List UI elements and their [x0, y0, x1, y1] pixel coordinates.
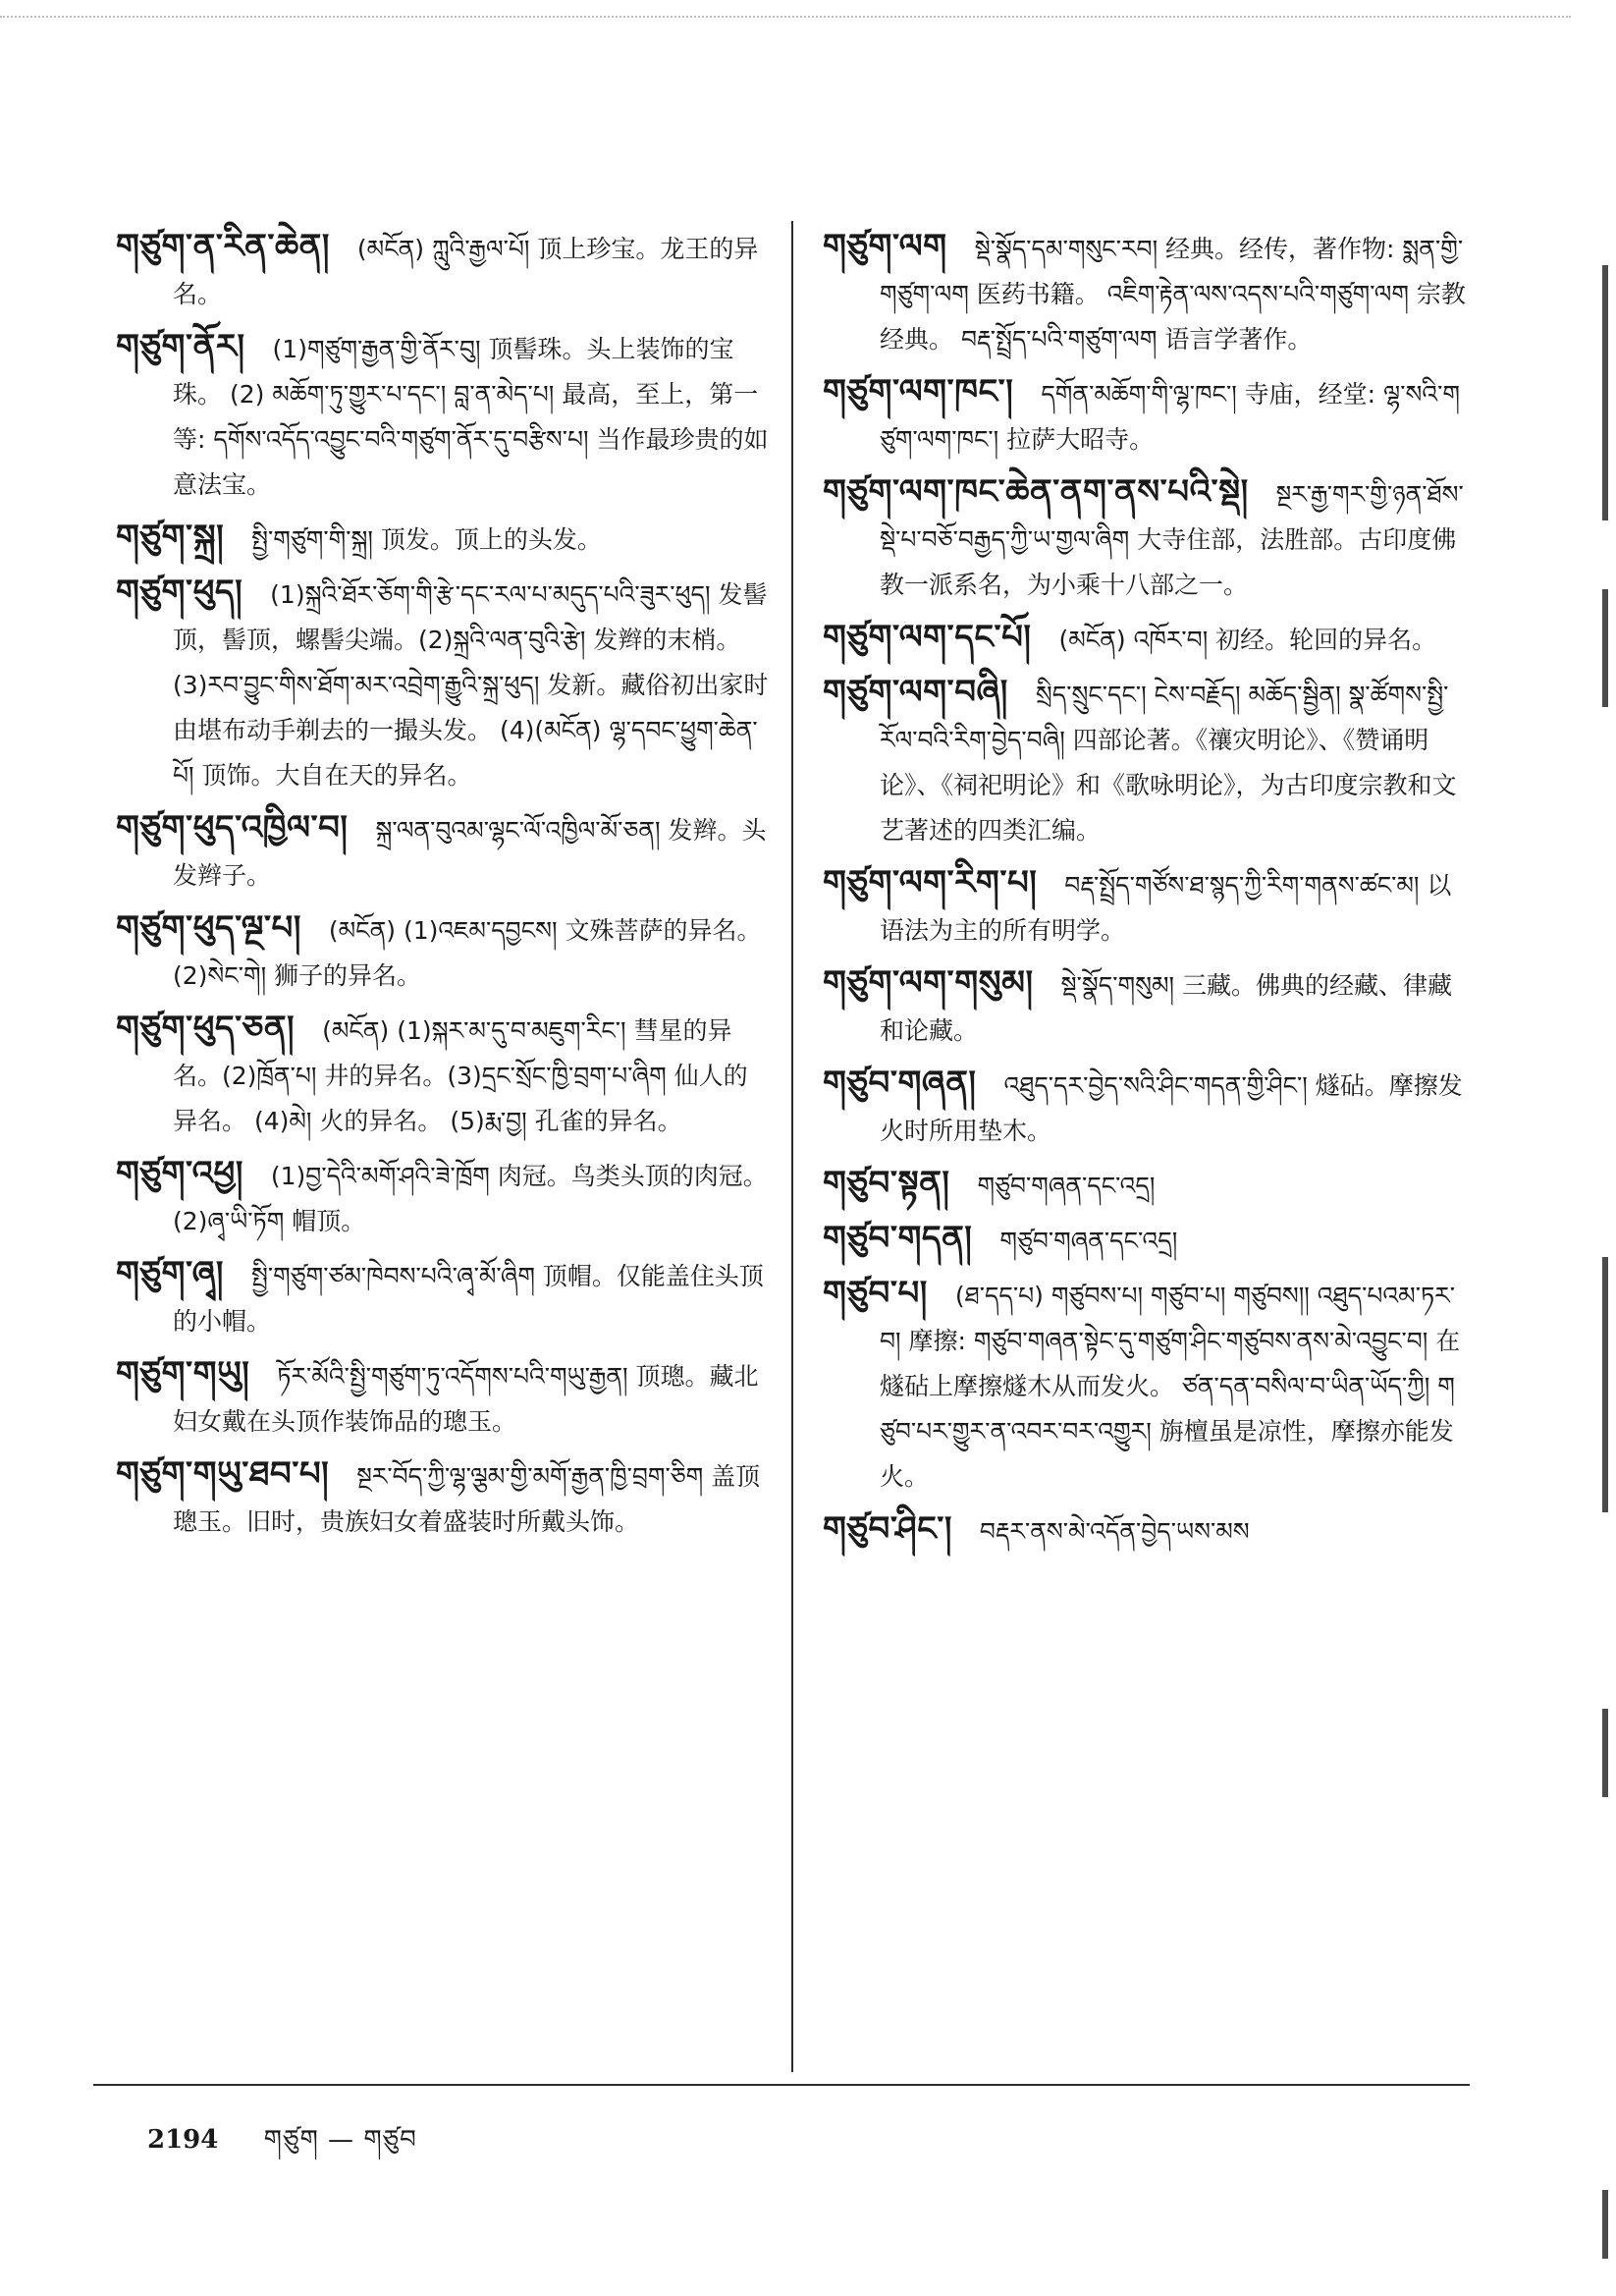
entry-headword: གཙུག་འཕྱ། — [116, 1154, 243, 1193]
entry-definition: (1)བྱ་དེའི་མགོ་ཤའི་ཟེ་ཁྲོག 肉冠。鸟类头顶的肉冠。(2)ཞྭ་ཡི་ཏོག 帽顶。 — [173, 1162, 768, 1235]
scan-edge-marks — [1594, 39, 1608, 2259]
dictionary-entry — [116, 1251, 772, 1344]
entry-headword: གཙུག་ཕུད། — [116, 573, 243, 612]
dictionary-entry — [116, 1351, 772, 1445]
dictionary-entry — [823, 224, 1471, 362]
entry-definition: སྲིད་སྲུང་དང་། ངེས་བརྗོད། མཆོད་སྦྱིན། སྣ་ཚོགས་སྤྱི་རོལ་བའི་རིག་བྱེད་བཞི། 四部论著。《禳灾明论》、《赞诵明论》、《祠祀明论》和《歌咏明论》，为古印度宗教和文艺著述的四类汇编。 — [880, 681, 1457, 845]
dictionary-entry — [823, 1061, 1471, 1154]
entry-definition: (1)སྐྲའི་ཐོར་ཅོག་གི་རྩེ་དང་རལ་པ་མདུད་པའི་ཟུར་ཕུད། 发髻顶，髻顶，螺髻尖端。(2)སྐྲའི་ལན་བུའི་རྩེ། 发辫的末梢。(3)རབ་བྱུང་གིས་ཐོག་མར་འབྲེག་རྒྱུའི་སྐྲ་ཕུད། 发新。藏俗初出家时由堪布动手剃去的一撮头发。 (4)(མངོན) ལྷ་དབང་ཕྱུག་ཆེན་པོ། 顶饰。大自在天的异名。 — [173, 580, 769, 790]
entry-definition: སྤྱི་གཙུག་ཙམ་ཁེབས་པའི་ཞྭ་མོ་ཞིག 顶帽。仅能盖住头顶的小帽。 — [173, 1262, 764, 1336]
entry-headword: གཙུག་ལག་དང་པོ། — [823, 618, 1032, 657]
entry-headword: གཙུག་ལག་བཞི། — [823, 673, 1008, 712]
entry-definition: (མངོན) (1)འཇམ་དབྱངས། 文殊菩萨的异名。(2)སེང་གེ། 狮子的异名。 — [173, 916, 762, 990]
entry-headword: གཙུབ་གདན། — [823, 1219, 973, 1258]
dictionary-entry — [823, 615, 1471, 663]
entry-definition: གཙུབ་གཞན་དང་འདྲ། — [977, 1172, 1156, 1200]
entry-headword: གཙུག་ཕུད་ཅན། — [116, 1009, 296, 1048]
entry-definition: ཏོར་མོའི་སྤྱི་གཙུག་ཏུ་འདོགས་པའི་གཡུ་རྒྱན། 顶璁。藏北妇女戴在头顶作装饰品的璁玉。 — [173, 1362, 759, 1436]
bottom-rule — [93, 2084, 1470, 2086]
entry-headword: གཙུག་གཡུ་ཐབ་པ། — [116, 1454, 330, 1494]
dictionary-entry — [823, 960, 1471, 1054]
entry-definition: སྤྱི་གཙུག་གི་སྐྲ། 顶发。顶上的头发。 — [251, 525, 602, 554]
entry-definition: དགོན་མཆོག་གི་ལྷ་ཁང་། 寺庙，经堂: ལྷ་སའི་གཙུག་ལག་ཁང་། 拉萨大昭寺。 — [880, 380, 1460, 454]
dictionary-entry — [823, 1216, 1471, 1264]
entry-definition: འཐུད་དར་བྱེད་སའི་ཤིང་གདན་གྱི་ཤིང་། 燧砧。摩擦发火时所用垫木。 — [880, 1071, 1463, 1145]
dictionary-entry — [116, 1451, 772, 1545]
top-dotted-line — [0, 16, 1571, 18]
entry-headword: གཙུག་ལག་ཁང་། — [823, 372, 1014, 411]
entry-definition: བརྡ་སྤྲོད་གཙོས་ཐ་སྙད་ཀྱི་རིག་གནས་ཚང་མ། 以语法为主的所有明学。 — [880, 871, 1452, 945]
entry-headword: གཙུག་ཕུད་ལྔ་པ། — [116, 908, 301, 948]
dictionary-entry — [116, 324, 772, 508]
dictionary-entry — [116, 1006, 772, 1144]
entry-definition: (མངོན) འཁོར་བ། 初经。轮回的异名。 — [1058, 626, 1437, 654]
dictionary-entry — [116, 224, 772, 317]
dictionary-entry — [823, 1161, 1471, 1209]
dictionary-entry — [823, 469, 1471, 608]
entry-headword: གཙུག་ལག་གསུམ། — [823, 963, 1034, 1003]
dictionary-entry — [116, 570, 772, 798]
entry-headword: གཙུབ་སྟན། — [823, 1164, 950, 1203]
entry-definition: སྔར་རྒྱ་གར་གྱི་ཉན་ཐོས་སྡེ་པ་བཅོ་བརྒྱད་ཀྱི་ཡ་གྱལ་ཞིག 大寺住部，法胜部。古印度佛教一派系名，为小乘十八部之一。 — [880, 480, 1464, 599]
entry-headword: གཙུག་ལག་རིག་པ། — [823, 863, 1038, 902]
entry-headword: གཙུབ་པ། — [823, 1274, 928, 1313]
entry-definition: སྔར་བོད་ཀྱི་ལྷ་ལྕམ་གྱི་མགོ་རྒྱན་ཁྱི་བྲག་ཅིག 盖顶璁玉。旧时，贵族妇女着盛装时所戴头饰。 — [173, 1462, 761, 1536]
entry-headword: གཙུག་ལག་ཁང་ཆེན་ནག་ནས་པའི་སྡེ། — [823, 472, 1249, 512]
dictionary-entry — [823, 670, 1471, 853]
dictionary-entry — [823, 369, 1471, 463]
entry-definition: གཙུབ་གཞན་དང་འདྲ། — [999, 1227, 1178, 1255]
entry-definition: སྐྲ་ལན་བུའམ་ལྷང་ལོ་འཁྱིལ་མོ་ཅན། 发辫。头发辫子。 — [173, 816, 767, 890]
dictionary-entry — [823, 1271, 1471, 1500]
entry-headword: གཙུག་ཕུད་འཁྱིལ་བ། — [116, 808, 349, 847]
entry-definition: (ཐ་དད་པ) གཙུབས་པ། གཙུབ་པ། གཙུབས།། འཐུད་པའམ་ཏར་བ། 摩擦: གཙུབ་གཞན་སྟེང་དུ་གཙུག་ཤིང་གཙུབས་ནས་མེ་འབྱུང་བ། 在燧砧上摩擦燧木从而发火。 ཙན་དན་བསིལ་བ་ཡིན་ཡོད་ཀྱི། གཙུབ་པར་གྱུར་ན་འབར་བར་འགྱུར། 旃檀虽是凉性，摩擦亦能发火。 — [880, 1282, 1461, 1491]
dictionary-entry — [116, 905, 772, 999]
entry-headword: གཙུབ་ཤིང་། — [823, 1509, 952, 1549]
entry-headword: གཙུག་སྐྲ། — [116, 518, 225, 557]
entry-definition: (མངོན) (1)སྐར་མ་དུ་བ་མཇུག་རིང་། 彗星的异名。(2)ཁྲོན་པ། 井的异名。(3)དྲང་སྲོང་ཁྱི་བྲག་པ་ཞིག 仙人的异名。 (4)མེ། 火的异名。 (5)རྨ་བྱ། 孔雀的异名。 — [173, 1016, 748, 1135]
entry-headword: གཙུག་ན་རིན་ཆེན། — [116, 227, 330, 266]
entry-headword: གཙུག་གཡུ། — [116, 1354, 250, 1394]
entry-definition: བརྡར་ནས་མེ་འདོན་བྱེད་ཡས་མས — [979, 1517, 1250, 1546]
right-column — [823, 224, 1471, 1561]
entry-definition: སྡེ་སྣོད་གསུམ། 三藏。佛典的经藏、律藏和论藏。 — [880, 971, 1452, 1045]
column-divider — [791, 221, 793, 2072]
entry-headword: གཙུག་ཞྭ། — [116, 1254, 224, 1293]
dictionary-entry — [116, 515, 772, 563]
dictionary-entry — [823, 860, 1471, 954]
page-guide-words: གཙུག — གཙུབ — [263, 2125, 417, 2155]
entry-definition: (1)གཙུག་རྒྱན་གྱི་ནོར་བུ། 顶髻珠。头上装饰的宝珠。 (2) མཆོག་ཏུ་གྱུར་པ་དང་། བླ་ན་མེད་པ། 最高，至上，第一等: དགོས་འདོད་འབྱུང་བའི་གཙུག་ནོར་དུ་བརྩིས་པ། 当作最珍贵的如意法宝。 — [173, 335, 769, 499]
dictionary-entry — [116, 805, 772, 899]
page-number: 2194 — [147, 2125, 219, 2155]
left-column — [116, 224, 772, 1552]
dictionary-entry — [116, 1151, 772, 1244]
dictionary-entry — [823, 1506, 1471, 1555]
entry-headword: གཙུག་ལག — [823, 227, 947, 266]
entry-definition: (མངོན) ཀླུའི་རྒྱལ་པོ། 顶上珍宝。龙王的异名。 — [173, 235, 759, 308]
entry-headword: གཙུག་ནོར། — [116, 327, 245, 366]
page-footer — [147, 2111, 417, 2183]
entry-definition: སྡེ་སྣོད་དམ་གསུང་རབ། 经典。经传，著作物: སྨན་གྱི་གཙུག་ལག 医药书籍。 འཇིག་རྟེན་ལས་འདས་པའི་གཙུག་ལག 宗教经典。 བརྡ་སྤྲོད་པའི་གཙུག་ལག 语言学著作。 — [880, 235, 1466, 354]
entry-headword: གཙུབ་གཞན། — [823, 1064, 977, 1103]
